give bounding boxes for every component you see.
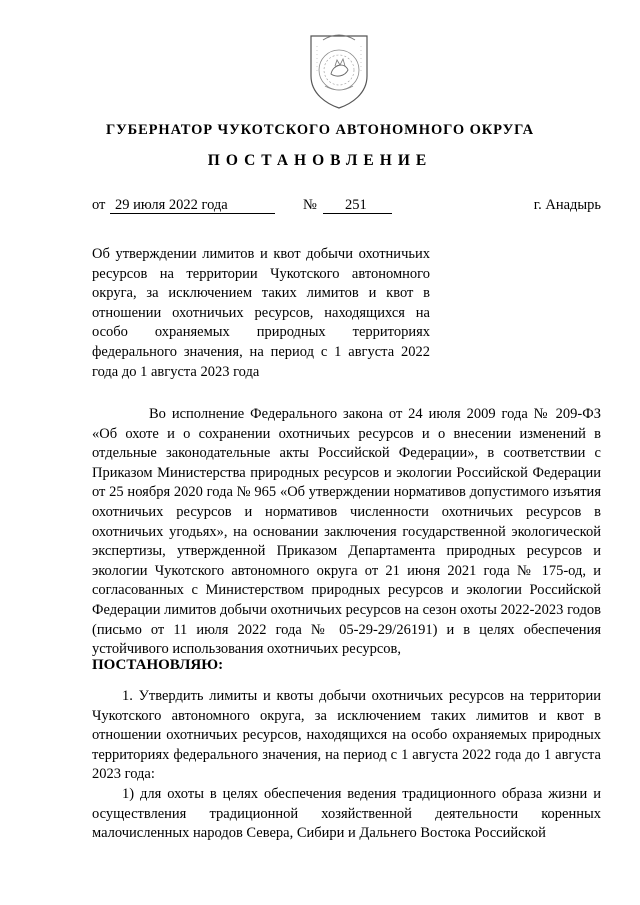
- preamble-paragraph: Во исполнение Федерального закона от 24 июля 2009 года № 209-ФЗ «Об охоте и о сохранении охотничьих ресурсов и о внесении изменений в отдельные законодательные акты Российской Федерации», в соответствии с Приказом Министерства природных ресурсов и экологии Российской Федерации от 25 ноября 2020 года № 965 «Об утверждении нормативов допустимого изъятия охотничьих ресурсов и нормативов численности охотничьих ресурсов в охотничьих угодьях», на основании заключения государственной экологической экспертизы, утвержденной Приказом Департамента природных ресурсов и экологии Чукотского автономного округа от 21 июня 2021 года № 175-од, и согласованных с Министерством природных ресурсов и экологии Российской Федерации лимитов добычи охотничьих ресурсов на сезон охоты 2022-2023 годов (письмо от 11 июля 2022 года № 05-29-29/26191) и в целях обеспечения устойчивого использования охотничьих ресурсов,: [92, 406, 601, 658]
- dateline: [92, 197, 601, 217]
- city: г. Анадырь: [533, 197, 601, 213]
- date-prefix: от: [92, 197, 106, 213]
- document-number: 251: [345, 197, 367, 213]
- number-underline: [323, 213, 392, 214]
- resolve-heading: ПОСТАНОВЛЯЮ:: [92, 657, 224, 673]
- document-title: Об утверждении лимитов и квот добычи охотничьих ресурсов на территории Чукотского автономного округа, за исключением таких лимитов и квот в отношении охотничьих ресурсов, находящихся на особо охраняемых природных территориях федерального значения, на период с 1 августа 2022 года до 1 августа 2023 года: [92, 246, 430, 380]
- date-underline: [110, 213, 275, 214]
- governor-heading: ГУБЕРНАТОР ЧУКОТСКОГО АВТОНОМНОГО ОКРУГА: [105, 122, 535, 138]
- coat-of-arms-icon: [303, 26, 375, 110]
- number-label: №: [303, 197, 317, 213]
- item-1-paragraph: 1. Утвердить лимиты и квоты добычи охотничьих ресурсов на территории Чукотского автономного округа, за исключением таких лимитов и квот в отношении охотничьих ресурсов, находящихся на особо охраняемых природных территориях федерального значения, на период с 1 августа 2022 года до 1 августа 2023 года:: [92, 688, 601, 783]
- document-date: 29 июля 2022 года: [115, 197, 228, 213]
- item-1-1-paragraph: 1) для охоты в целях обеспечения ведения традиционного образа жизни и осуществления традиционной хозяйственной деятельности коренных малочисленных народов Севера, Сибири и Дальнего Востока Российской: [92, 786, 601, 842]
- document-type-heading: ПОСТАНОВЛЕНИЕ: [207, 152, 433, 169]
